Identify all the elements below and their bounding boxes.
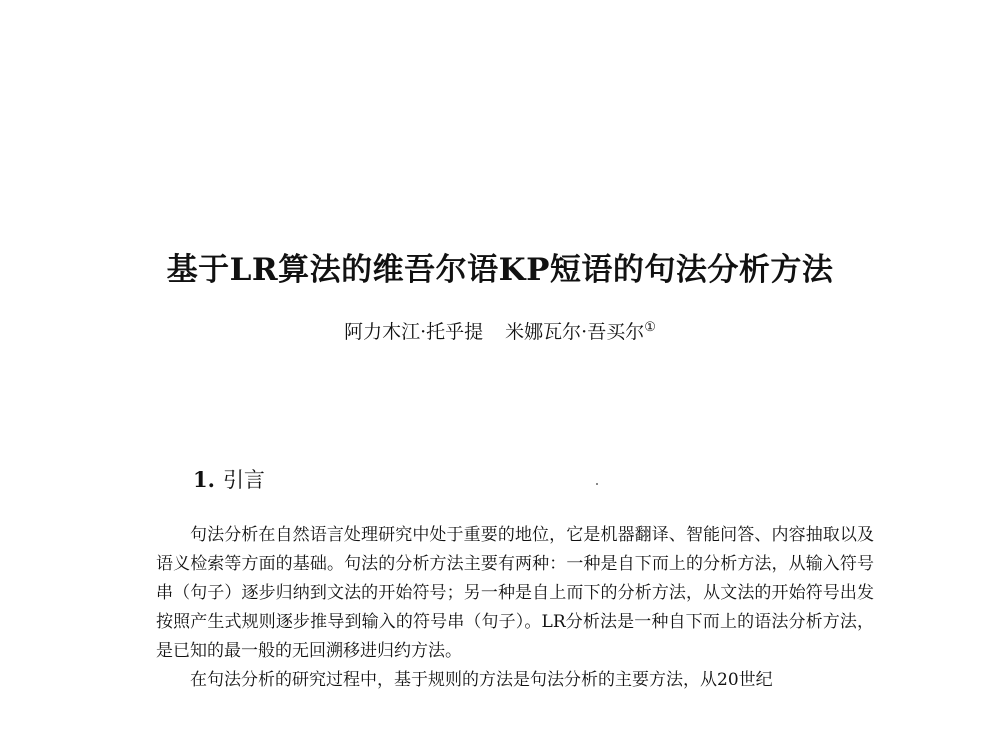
section-number: 1. bbox=[193, 467, 215, 492]
section-heading bbox=[193, 464, 265, 494]
footnote-mark: ① bbox=[644, 320, 656, 335]
author-name: 阿力木江·托乎提 bbox=[344, 321, 484, 343]
body-text bbox=[156, 521, 874, 695]
scan-speck bbox=[596, 483, 598, 485]
paragraph: 句法分析在自然语言处理研究中处于重要的地位，它是机器翻译、智能问答、内容抽取以及语义检索等方面的基础。句法的分析方法主要有两种：一种是自下而上的分析方法，从输入符号串（句子）逐步归纳到文法的开始符号；另一种是自上而下的分析方法，从文法的开始符号出发按照产生式规则逐步推导到输入的符号串（句子）。LR分析法是一种自下而上的语法分析方法，是已知的最一般的无回溯移进归约方法。 bbox=[156, 525, 874, 661]
author-name: 米娜瓦尔·吾买尔 bbox=[505, 321, 645, 343]
paragraph: 在句法分析的研究过程中，基于规则的方法是句法分析的主要方法，从20世纪 bbox=[190, 670, 773, 690]
paper-title: 基于LR算法的维吾尔语KP短语的句法分析方法 bbox=[166, 252, 834, 288]
author-line bbox=[0, 317, 1000, 344]
section-title: 引言 bbox=[222, 468, 265, 492]
